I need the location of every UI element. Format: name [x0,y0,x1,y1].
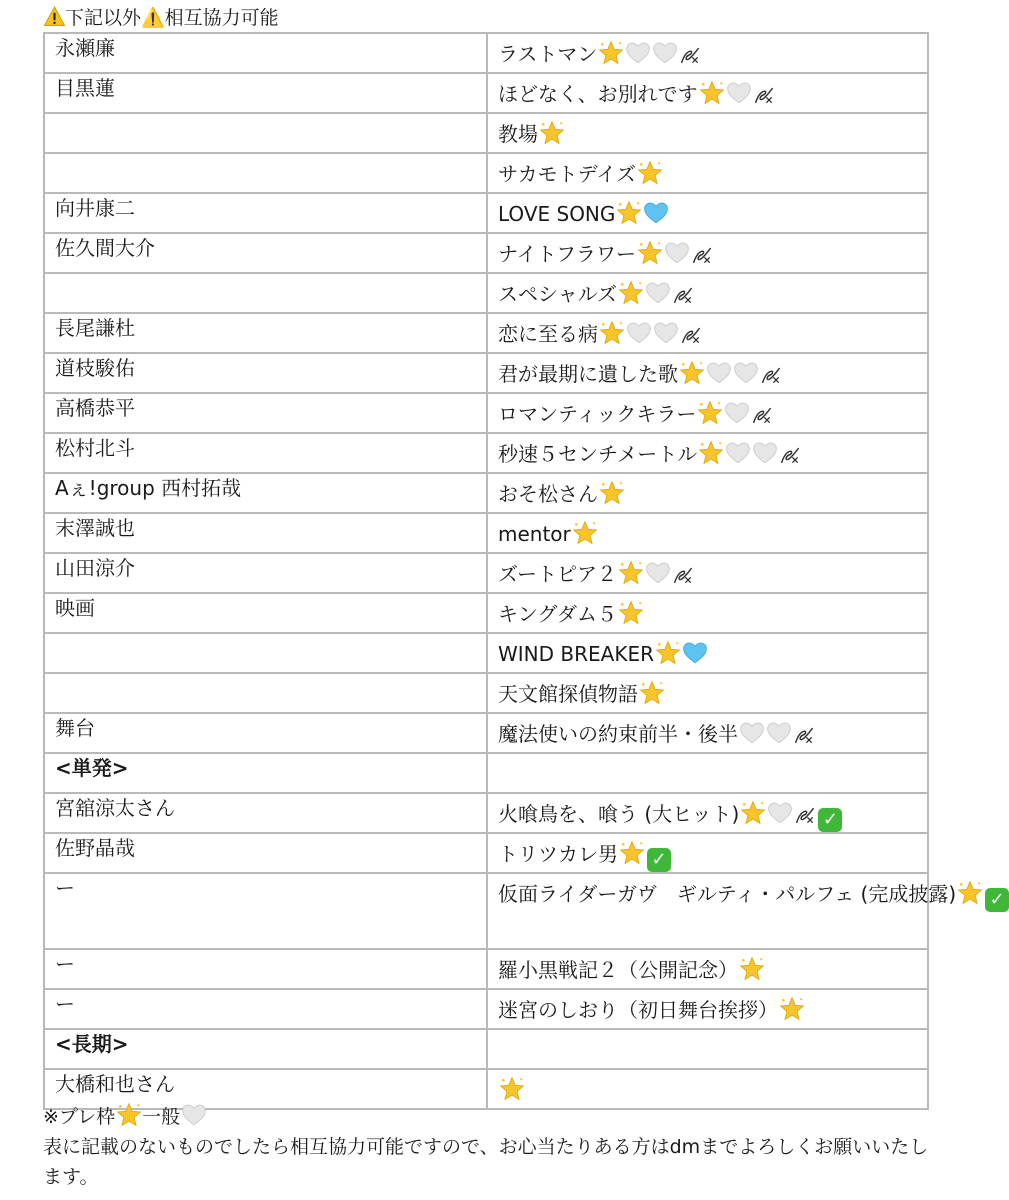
blue-heart-icon [682,640,708,666]
footer-message: 表に記載のないものでしたら相互協力可能ですので、お心当たりある方はdmまでよろしくお願いいたします。 [43,1136,929,1188]
row-right-cell [487,793,928,833]
row-left-label: 松村北斗 [55,436,135,460]
row-right-cell [487,33,928,73]
row-right-cell [487,153,928,193]
pen-mark-icon [779,444,801,466]
white-heart-icon [767,800,793,826]
row-right-cell [487,73,928,113]
row-left-label: 映画 [55,596,95,620]
table-row [44,713,928,753]
row-left-cell [44,73,487,113]
row-left-cell [44,593,487,633]
footer-note-prefix: ※プレ枠 [43,1106,116,1128]
row-right-cell [487,633,928,673]
check-mark-icon: ✓ [818,808,842,832]
star-icon [655,640,681,666]
schedule-table [43,32,1005,1110]
row-left-label: 宮舘涼太さん [55,796,175,820]
table-row [44,593,928,633]
row-right-cell [487,113,928,153]
row-left-cell [44,313,487,353]
row-right-cell [487,673,928,713]
star-icon [618,280,644,306]
star-icon [499,1076,525,1102]
table-row [44,833,928,873]
table-row [44,153,928,193]
row-right-cell [487,593,928,633]
table-row [44,753,928,793]
row-right-cell [487,233,928,273]
table-row [44,513,928,553]
row-right-cell [487,553,928,593]
star-icon [637,240,663,266]
row-left-cell [44,513,487,553]
table-row [44,193,928,233]
star-icon [616,200,642,226]
table-row [44,273,928,313]
row-right-cell [487,989,928,1029]
table-row [44,353,928,393]
pen-mark-icon [679,44,701,66]
pen-mark-icon [672,284,694,306]
row-right-label: ロマンティックキラー [498,402,697,426]
row-left-cell [44,833,487,873]
star-icon [957,880,983,906]
footer [43,1102,933,1192]
row-right-cell [487,713,928,753]
row-left-cell [44,353,487,393]
row-left-label: 高橋恭平 [55,396,135,420]
row-left-label: 道枝駿佑 [55,356,135,380]
row-left-label: 永瀬廉 [55,36,115,60]
row-left-label: 佐野晶哉 [55,836,135,860]
white-heart-icon [766,720,792,746]
row-left-label: 末澤誠也 [55,516,135,540]
row-left-cell [44,33,487,73]
table-row [44,113,928,153]
star-icon [618,560,644,586]
row-left-label: 長尾謙杜 [55,316,135,340]
row-left-cell [44,273,487,313]
white-heart-icon [653,320,679,346]
row-right-label: mentor [498,522,571,546]
row-left-cell [44,873,487,949]
pen-mark-icon [753,84,775,106]
star-icon [779,996,805,1022]
white-heart-icon [739,720,765,746]
table-row [44,949,928,989]
row-left-cell [44,713,487,753]
pen-mark-icon [680,324,702,346]
white-heart-icon [724,400,750,426]
row-right-label: スペシャルズ [498,282,617,306]
star-icon [637,160,663,186]
row-right-cell [487,313,928,353]
row-left-cell [44,193,487,233]
table-row [44,793,928,833]
pen-mark-icon [760,364,782,386]
row-right-label: おそ松さん [498,482,598,506]
row-left-label: 向井康二 [55,196,135,220]
table-row [44,433,928,473]
row-right-cell [487,273,928,313]
table-row [44,553,928,593]
white-heart-icon [652,40,678,66]
row-left-cell [44,553,487,593]
row-left-cell [44,153,487,193]
row-right-label: サカモトデイズ [498,162,636,186]
row-right-label: WIND BREAKER [498,642,654,666]
warning-icon [44,6,65,27]
row-left-label: 山田涼介 [55,556,135,580]
white-heart-icon [733,360,759,386]
footer-note [43,1102,933,1132]
pen-mark-icon [751,404,773,426]
row-right-cell [487,353,928,393]
table-row [44,313,928,353]
star-icon [619,840,645,866]
row-right-cell [487,873,1005,949]
row-right-cell [487,753,928,793]
row-left-label: ー [55,876,75,900]
row-right-label: 仮面ライダーガヴ ギルティ・パルフェ (完成披露) [498,882,957,906]
row-right-label: 秒速５センチメートル [498,442,698,466]
row-left-cell [44,949,487,989]
row-right-label: ズートピア２ [498,562,617,586]
row-right-label: ナイトフラワー [498,242,636,266]
row-left-label: ー [55,952,75,976]
pen-mark-icon [794,804,816,826]
star-icon [699,80,725,106]
row-left-cell [44,393,487,433]
row-left-cell [44,233,487,273]
row-right-label: ほどなく、お別れです [498,82,698,106]
row-left-cell [44,1029,487,1069]
row-left-label: 目黒蓮 [55,76,115,100]
star-icon [639,680,665,706]
star-icon [598,40,624,66]
white-heart-icon [181,1102,207,1128]
row-right-cell [487,833,928,873]
row-right-cell [487,193,928,233]
row-right-cell [487,393,928,433]
row-left-label: 大橋和也さん [55,1072,175,1096]
star-icon [740,800,766,826]
row-right-label: 羅小黒戦記２（公開記念） [498,958,738,982]
table-row [44,233,928,273]
white-heart-icon [625,40,651,66]
star-icon [599,480,625,506]
white-heart-icon [752,440,778,466]
white-heart-icon [706,360,732,386]
row-left-cell [44,989,487,1029]
table-row [44,873,928,949]
pen-mark-icon [793,724,815,746]
star-icon [697,400,723,426]
check-mark-icon: ✓ [647,848,671,872]
star-icon [572,520,598,546]
row-right-label: 魔法使いの約束前半・後半 [498,722,738,746]
pen-mark-icon [691,244,713,266]
white-heart-icon [664,240,690,266]
table-row [44,473,928,513]
pen-mark-icon [672,564,694,586]
table-row [44,73,928,113]
star-icon [599,320,625,346]
header-title: 下記以外⚠️相互協力可能 [65,7,279,29]
star-icon [739,956,765,982]
row-right-cell [487,949,928,989]
row-left-cell [44,633,487,673]
row-right-label: キングダム５ [498,602,617,626]
row-left-cell [44,753,487,793]
row-right-label: 迷宮のしおり（初日舞台挨拶） [498,998,778,1022]
row-right-label: LOVE SONG [498,202,616,226]
white-heart-icon [626,320,652,346]
row-right-label: 教場 [498,122,538,146]
star-icon [116,1102,142,1128]
row-left-cell [44,433,487,473]
row-right-cell [487,433,928,473]
row-right-cell [487,1029,928,1069]
white-heart-icon [725,440,751,466]
white-heart-icon [645,280,671,306]
row-left-label: ー [55,992,75,1016]
white-heart-icon [645,560,671,586]
table-row [44,393,928,433]
header [44,3,279,33]
check-mark-icon: ✓ [985,888,1009,912]
row-left-cell [44,673,487,713]
row-right-label: 火喰鳥を、喰う (大ヒット) [498,802,740,826]
row-right-label: 恋に至る病 [498,322,598,346]
star-icon [698,440,724,466]
footer-note-middle: 一般 [142,1106,181,1128]
row-left-cell [44,113,487,153]
row-left-label: 舞台 [55,716,95,740]
row-left-cell [44,473,487,513]
white-heart-icon [726,80,752,106]
row-left-label: Aぇ!group 西村拓哉 [55,476,242,500]
row-right-label: ラストマン [498,42,598,66]
row-left-label: 佐久間大介 [55,236,155,260]
row-right-label: 天文館探偵物語 [498,682,638,706]
row-right-label: 君が最期に遺した歌 [498,362,678,386]
star-icon [618,600,644,626]
row-left-label: <長期> [55,1032,129,1056]
blue-heart-icon [643,200,669,226]
row-right-cell [487,513,928,553]
row-right-cell [487,473,928,513]
table-row [44,633,928,673]
star-icon [679,360,705,386]
row-right-label: トリツカレ男 [498,842,618,866]
row-left-cell [44,793,487,833]
table-row [44,1029,928,1069]
row-left-label: <単発> [55,756,129,780]
table-row [44,989,928,1029]
table-row [44,673,928,713]
table-row [44,33,928,73]
star-icon [539,120,565,146]
